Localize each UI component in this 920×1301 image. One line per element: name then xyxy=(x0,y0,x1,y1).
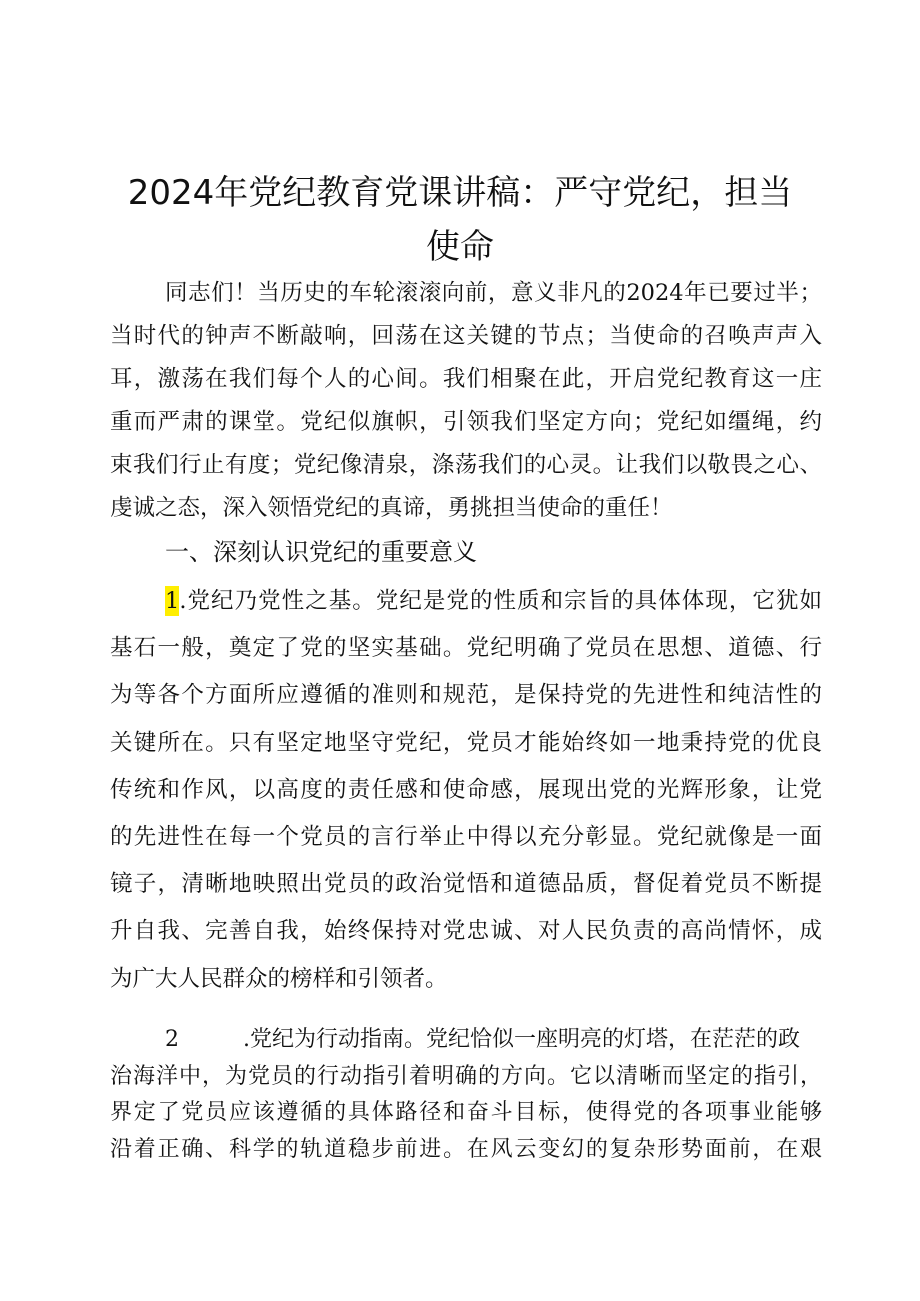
section-1-first-line-text: .党纪乃党性之基。党纪是党的性质和宗旨的具体体现，它犹如 xyxy=(179,588,822,614)
section-1-line: 为广大人民群众的榜样和引领者。 xyxy=(110,965,448,992)
title-line-2: 使命 xyxy=(426,227,494,267)
section-2-line: 沿着正确、科学的轨道稳步前进。在风云变幻的复杂形势面前，在艰 xyxy=(110,1136,822,1162)
intro-line: 耳，激荡在我们每个人的心间。我们相聚在此，开启党纪教育这一庄 xyxy=(110,366,822,392)
section-1-line: 基石一般，奠定了党的坚实基础。党纪明确了党员在思想、道德、行 xyxy=(110,635,822,662)
intro-paragraph xyxy=(110,272,822,530)
intro-line: 束我们行止有度；党纪像清泉，涤荡我们的心灵。让我们以敬畏之心、 xyxy=(110,452,822,478)
section-1-line xyxy=(110,578,822,625)
section-1-line: 传统和作风，以高度的责任感和使命感，展现出党的光辉形象，让党 xyxy=(110,776,822,803)
section-1-paragraph xyxy=(110,578,822,1003)
section-2-first-line-text: .党纪为行动指南。党纪恰似一座明亮的灯塔，在茫茫的政 xyxy=(243,1027,800,1052)
section-2-number: 2 xyxy=(165,1027,179,1052)
section-1-line: 的先进性在每一个党员的言行举止中得以充分彰显。党纪就像是一面 xyxy=(110,824,822,851)
section-1-line: 镜子，清晰地映照出党员的政治觉悟和道德品质，督促着党员不断提 xyxy=(110,871,822,898)
intro-line: 重而严肃的课堂。党纪似旗帜，引领我们坚定方向；党纪如缰绳，约 xyxy=(110,409,822,435)
intro-line: 虔诚之态，深入领悟党纪的真谛，勇挑担当使命的重任！ xyxy=(110,495,673,521)
section-1-line: 升自我、完善自我，始终保持对党忠诚、对人民负责的高尚情怀，成 xyxy=(110,918,822,945)
section-1-line: 关键所在。只有坚定地坚守党纪，党员才能始终如一地秉持党的优良 xyxy=(110,729,822,756)
section-2-paragraph xyxy=(110,1022,822,1168)
intro-line: 同志们！当历史的车轮滚滚向前，意义非凡的2024年已要过半； xyxy=(165,280,822,306)
title-line-1: 2024年党纪教育党课讲稿：严守党纪，担当 xyxy=(127,173,793,213)
section-heading-1: 一、深刻认识党纪的重要意义 xyxy=(165,538,477,566)
section-2-line xyxy=(110,1022,822,1059)
document-title xyxy=(110,166,810,274)
section-1-line: 为等各个方面所应遵循的准则和规范，是保持党的先进性和纯洁性的 xyxy=(110,682,822,709)
section-2-line: 治海洋中，为党员的行动指引着明确的方向。它以清晰而坚定的指引， xyxy=(110,1063,822,1089)
intro-line: 当时代的钟声不断敲响，回荡在这关键的节点；当使命的召唤声声入 xyxy=(110,323,822,349)
highlighted-number: 1 xyxy=(165,588,180,614)
section-2-line: 界定了党员应该遵循的具体路径和奋斗目标，使得党的各项事业能够 xyxy=(110,1100,822,1125)
